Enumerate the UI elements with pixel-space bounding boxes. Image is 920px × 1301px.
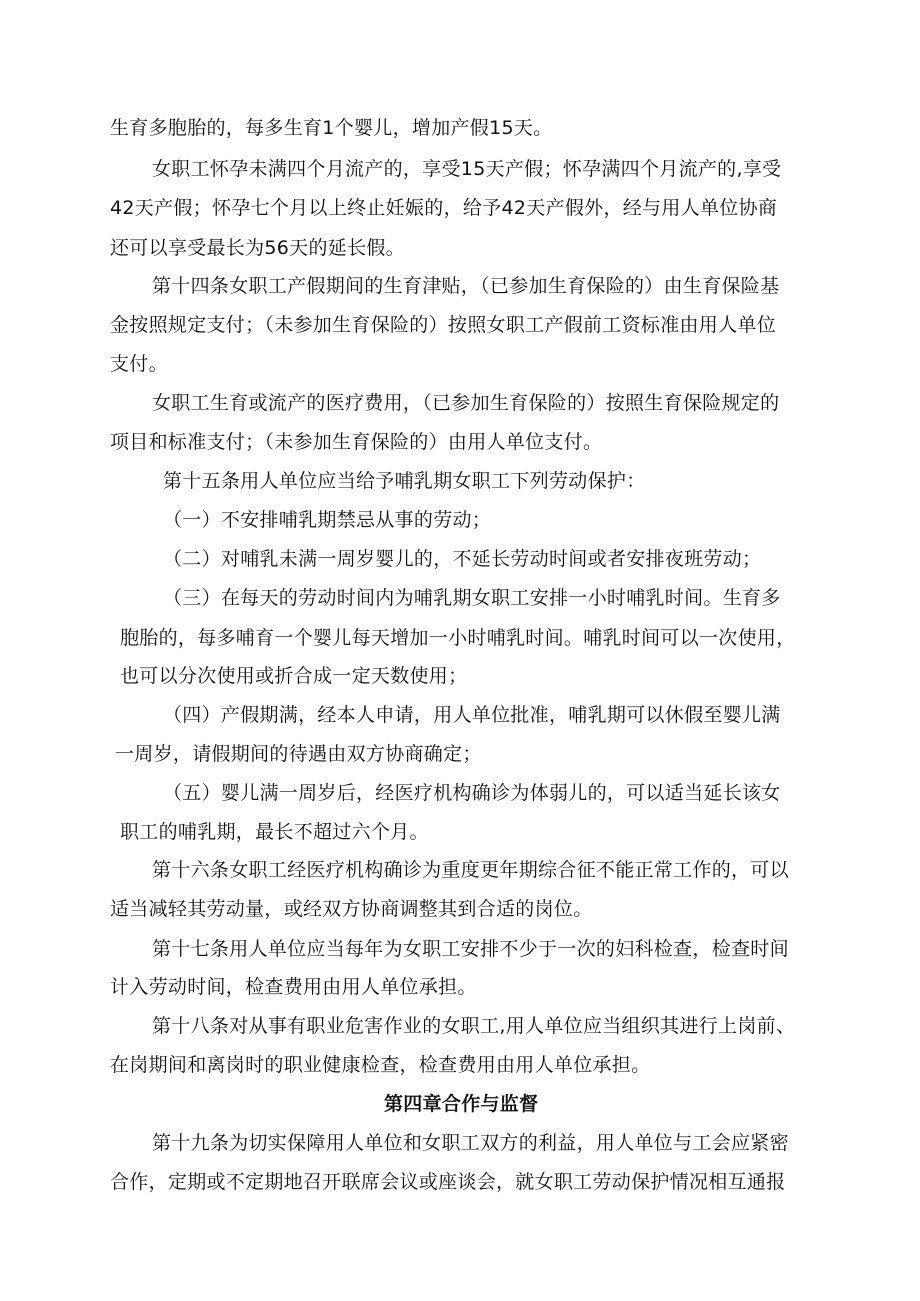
text-line: 生育多胞胎的，每多生育1个婴儿，增加产假15天。: [110, 117, 553, 139]
text-line: 金按照规定支付；（未参加生育保险的）按照女职工产假前工资标准由用人单位: [110, 314, 777, 336]
text-line: 在岗期间和离岗时的职业健康检查，检查费用由用人单位承担。: [110, 1054, 651, 1076]
text-line: 42天产假；怀孕七个月以上终止妊娠的，给予42天产假外，经与用人单位协商: [110, 197, 778, 219]
text-line: 支付。: [110, 353, 168, 375]
text-line: （三）在每天的劳动时间内为哺乳期女职工安排一小时哺乳时间。生育多: [163, 587, 781, 609]
text-line: 适当减轻其劳动量，或经双方协商调整其到合适的岗位。: [110, 898, 593, 920]
text-line: 计入劳动时间，检查费用由用人单位承担。: [110, 976, 477, 998]
text-line: 女职工生育或流产的医疗费用，（已参加生育保险的）按照生育保险规定的: [152, 392, 780, 414]
text-line: 还可以享受最长为56天的延长假。: [110, 237, 405, 259]
text-line: 一周岁，请假期间的待遇由双方协商确定；: [115, 743, 482, 765]
text-line: 第十九条为切实保障用人单位和女职工双方的利益，用人单位与工会应紧密: [152, 1132, 789, 1154]
text-line: 第十六条女职工经医疗机构确诊为重度更年期综合征不能正常工作的，可以: [152, 859, 789, 881]
text-line: 女职工怀孕未满四个月流产的，享受15天产假；怀孕满四个月流产的,享受: [152, 158, 782, 180]
text-line: （一）不安排哺乳期禁忌从事的劳动；: [163, 509, 492, 531]
text-line: （二）对哺乳未满一周岁婴儿的，不延长劳动时间或者安排夜班劳动；: [163, 548, 762, 570]
text-line: 第十八条对从事有职业危害作业的女职工,用人单位应当组织其进行上岗前、: [152, 1015, 796, 1037]
text-line: 合作，定期或不定期地召开联席会议或座谈会，就女职工劳动保护情况相互通报: [110, 1171, 786, 1193]
text-line: 项目和标准支付；（未参加生育保险的）由用人单位支付。: [110, 431, 603, 453]
text-line: 第十四条女职工产假期间的生育津贴，（已参加生育保险的）由生育保险基: [152, 275, 780, 297]
text-line: 第十七条用人单位应当每年为女职工安排不少于一次的妇科检查，检查时间: [152, 938, 789, 960]
text-line: （五）婴儿满一周岁后，经医疗机构确诊为体弱儿的，可以适当延长该女: [163, 782, 781, 804]
chapter-heading: 第四章合作与监督: [384, 1093, 539, 1115]
text-line: 胞胎的，每多哺育一个婴儿每天增加一小时哺乳时间。哺乳时间可以一次使用，: [120, 627, 796, 649]
text-line: 也可以分次使用或折合成一定天数使用；: [120, 665, 468, 687]
text-line: （四）产假期满，经本人申请，用人单位批准，哺乳期可以休假至婴儿满: [163, 704, 781, 726]
text-line: 职工的哺乳期，最长不超过六个月。: [120, 821, 429, 843]
text-line: 第十五条用人单位应当给予哺乳期女职工下列劳动保护：: [163, 470, 646, 492]
